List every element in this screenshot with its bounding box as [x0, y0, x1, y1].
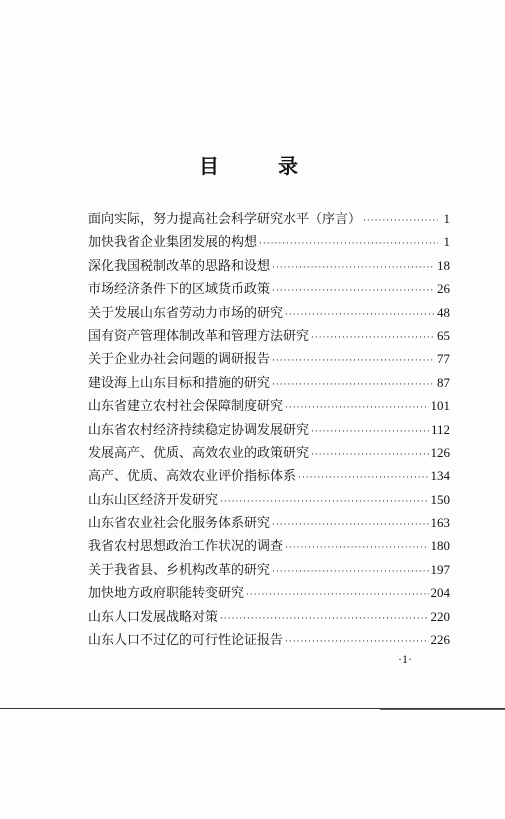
page-divider-shadow	[380, 709, 505, 710]
toc-entry-page: 134	[430, 468, 450, 484]
toc-entry	[88, 418, 450, 441]
toc-entry-page: 101	[430, 398, 450, 414]
toc-entry-page: 204	[430, 585, 450, 601]
toc-entry	[88, 207, 450, 230]
toc-leader-dots	[220, 608, 428, 631]
toc-entry-page: 126	[430, 444, 450, 460]
toc-leader-dots	[363, 210, 438, 233]
toc-entry-page: 180	[430, 538, 450, 554]
toc-leader-dots	[272, 280, 435, 303]
toc-entry-title: 建设海上山东目标和措施的研究	[88, 375, 271, 391]
toc-leader-dots	[285, 304, 435, 327]
toc-entry-page: 220	[430, 608, 450, 624]
toc-entry-page: 1	[443, 234, 450, 250]
toc-entry-title: 山东省农业社会化服务体系研究	[88, 516, 271, 532]
toc-entry	[88, 488, 450, 511]
toc-entry-title: 国有资产管理体制改革和管理方法研究	[88, 328, 310, 344]
toc-leader-dots	[285, 631, 428, 654]
page-number: ·1·	[398, 652, 412, 666]
toc-leader-dots	[311, 444, 428, 467]
toc-entry	[88, 605, 450, 628]
toc-entry-page: 163	[430, 515, 450, 531]
page-title: 目 录	[199, 154, 324, 178]
toc-entry-page: 150	[430, 491, 450, 507]
toc-entry	[88, 534, 450, 557]
toc-entry	[88, 254, 450, 277]
toc-entry-title: 面向实际，努力提高社会科学研究水平（序言）	[88, 212, 362, 227]
toc-leader-dots	[298, 467, 428, 490]
toc-entry	[88, 230, 450, 253]
table-of-contents	[88, 207, 450, 651]
toc-leader-dots	[272, 514, 428, 537]
toc-entry-title: 山东省建立农村社会保障制度研究	[88, 399, 284, 415]
toc-entry-page: 18	[437, 257, 450, 273]
toc-entry-title: 我省农村思想政治工作状况的调查	[88, 539, 284, 555]
toc-entry	[88, 511, 450, 534]
toc-entry-page: 77	[437, 351, 450, 367]
toc-entry-title: 发展高产、优质、高效农业的政策研究	[88, 445, 310, 461]
toc-entry-title: 关于企业办社会问题的调研报告	[88, 352, 271, 368]
toc-leader-dots	[220, 491, 428, 514]
toc-entry	[88, 628, 450, 651]
toc-entry-title: 市场经济条件下的区域货币政策	[88, 282, 271, 298]
toc-entry	[88, 558, 450, 581]
toc-entry-page: 226	[430, 632, 450, 648]
toc-leader-dots	[259, 233, 438, 256]
toc-entry	[88, 394, 450, 417]
toc-leader-dots	[272, 257, 435, 280]
toc-entry-title: 山东省农村经济持续稳定协调发展研究	[88, 422, 310, 438]
toc-leader-dots	[272, 374, 435, 397]
toc-entry-page: 87	[437, 374, 450, 390]
toc-entry-page: 112	[430, 421, 450, 437]
toc-leader-dots	[285, 397, 428, 420]
toc-entry-title: 高产、优质、高效农业评价指标体系	[88, 469, 297, 485]
toc-entry	[88, 464, 450, 487]
toc-entry-page: 197	[430, 561, 450, 577]
toc-entry	[88, 441, 450, 464]
toc-entry	[88, 371, 450, 394]
toc-entry-title: 深化我国税制改革的思路和设想	[88, 258, 271, 274]
toc-entry-title: 加快地方政府职能转变研究	[88, 586, 245, 602]
toc-leader-dots	[311, 327, 435, 350]
toc-entry-title: 山东山区经济开发研究	[88, 492, 219, 508]
toc-entry-page: 1	[443, 211, 450, 226]
toc-entry-title: 关于发展山东省劳动力市场的研究	[88, 305, 284, 321]
toc-entry-page: 65	[437, 327, 450, 343]
toc-entry	[88, 347, 450, 370]
toc-entry-title: 山东人口发展战略对策	[88, 609, 219, 625]
toc-leader-dots	[272, 561, 428, 584]
toc-entry-title: 加快我省企业集团发展的构想	[88, 235, 258, 251]
toc-leader-dots	[311, 421, 429, 444]
toc-entry-title: 山东人口不过亿的可行性论证报告	[88, 633, 284, 649]
toc-leader-dots	[272, 350, 435, 373]
toc-entry-page: 48	[437, 304, 450, 320]
toc-entry-title: 关于我省县、乡机构改革的研究	[88, 562, 271, 578]
toc-entry	[88, 581, 450, 604]
toc-entry-page: 26	[437, 281, 450, 297]
toc-entry	[88, 324, 450, 347]
toc-leader-dots	[246, 584, 428, 607]
toc-entry	[88, 277, 450, 300]
toc-leader-dots	[285, 537, 428, 560]
toc-entry	[88, 301, 450, 324]
